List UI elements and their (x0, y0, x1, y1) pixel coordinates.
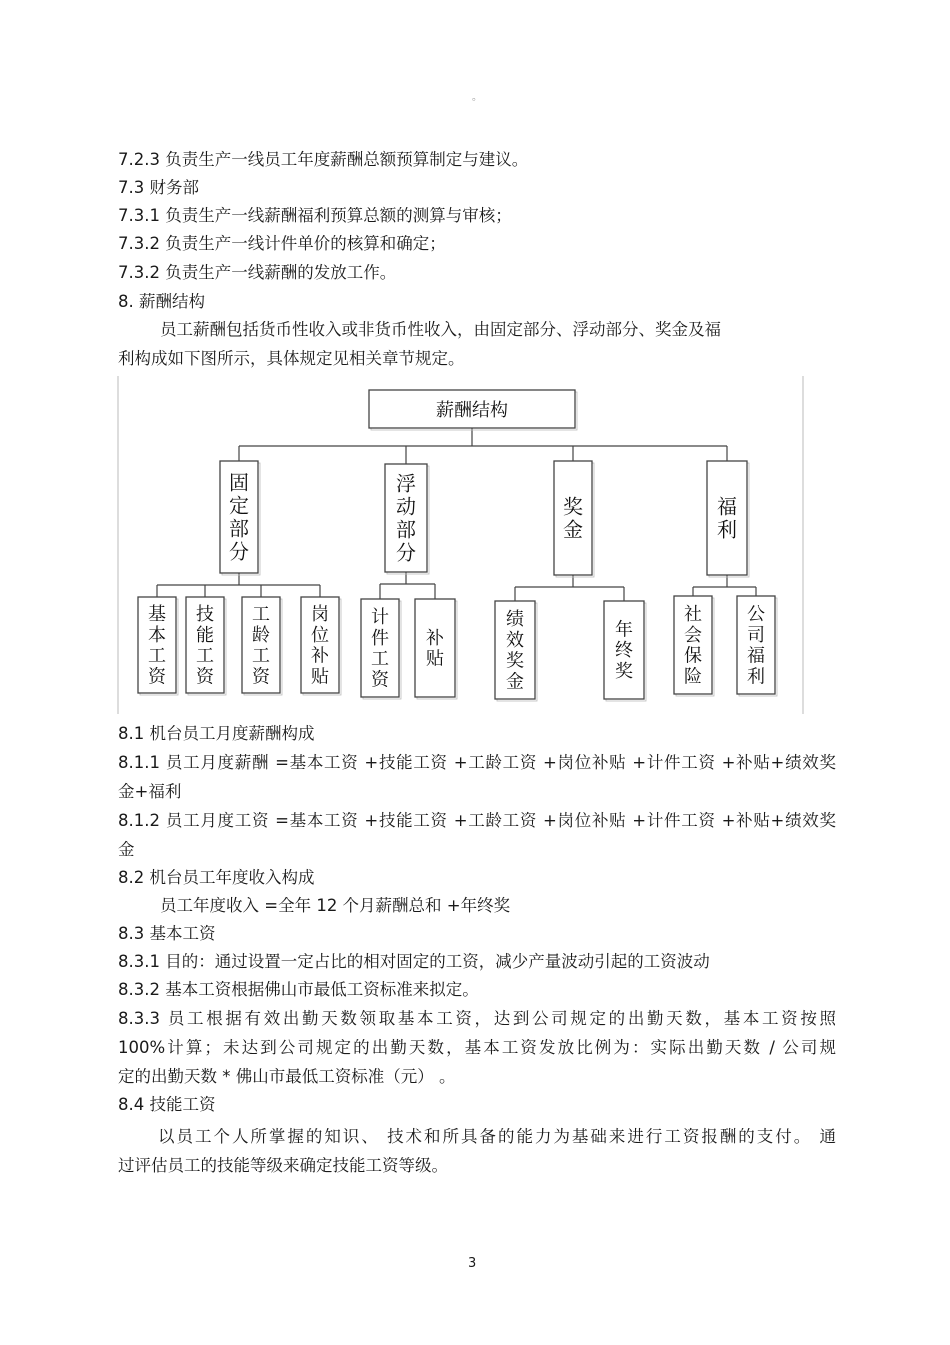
diagram-leaf-box-1-1 (415, 599, 457, 699)
diagram-char: 效 (506, 629, 524, 651)
diagram-char: 工 (148, 645, 166, 667)
para-8-line1: 员工薪酬包括货币性收入或非货币性收入，由固定部分、浮动部分、奖金及福 (160, 320, 721, 339)
line-7-2-3: 7.2.3 负责生产一线员工年度薪酬总额预算制定与建议。 (118, 150, 529, 169)
header-mark: 。 (472, 92, 482, 103)
diagram-char: 件 (371, 627, 389, 649)
diagram-char: 资 (371, 669, 389, 691)
diagram-char: 工 (252, 604, 270, 626)
diagram-leaf-box-2-0 (495, 601, 537, 701)
line-8-1-1-a: 8.1.1 员工月度薪酬 =基本工资 +技能工资 +工龄工资 +岗位补贴 +计件工资 +补贴+绩效奖 (118, 753, 836, 772)
para-8-4-line1: 以员工个人所掌握的知识、 技术和所具备的能力为基础来进行工资报酬的支付。 通 (158, 1127, 836, 1146)
diagram-char: 部 (229, 516, 249, 541)
diagram-char: 险 (684, 666, 702, 688)
line-7-3-2-b: 7.3.2 负责生产一线薪酬的发放工作。 (118, 263, 397, 282)
diagram-leaf-box-0-0 (138, 597, 178, 695)
diagram-char: 工 (252, 645, 270, 667)
diagram-char: 奖 (563, 494, 583, 519)
diagram-char: 岗 (311, 604, 329, 626)
diagram-char: 资 (148, 666, 166, 688)
diagram-leaf-box-0-2 (242, 597, 282, 695)
diagram-char: 资 (196, 666, 214, 688)
line-8-3-1: 8.3.1 目的：通过设置一定占比的相对固定的工资，减少产量波动引起的工资波动 (118, 952, 710, 971)
diagram-leaf-box-0-1 (186, 597, 226, 695)
diagram-root-label: 薪酬结构 (436, 400, 508, 421)
page-number: 3 (468, 1256, 477, 1271)
line-8-1-2-b: 金 (118, 840, 135, 859)
diagram-leaf-box-2-1 (604, 601, 646, 701)
para-8-4-line2: 过评估员工的技能等级来确定技能工资等级。 (118, 1156, 448, 1175)
heading-8-4: 8.4 技能工资 (118, 1095, 216, 1114)
line-8-3-3-b: 100%计算；未达到公司规定的出勤天数，基本工资发放比例为：实际出勤天数 / 公司规 (118, 1038, 836, 1057)
diagram-char: 年 (615, 619, 633, 641)
line-8-3-3-c: 定的出勤天数 * 佛山市最低工资标准（元） 。 (118, 1067, 456, 1086)
diagram-char: 贴 (426, 648, 444, 670)
diagram-char: 工 (371, 648, 389, 670)
diagram-char: 动 (396, 494, 416, 519)
para-8-2: 员工年度收入 =全年 12 个月薪酬总和 +年终奖 (160, 896, 511, 915)
diagram-char: 本 (148, 624, 166, 646)
diagram-char: 龄 (252, 624, 270, 646)
diagram-char: 计 (371, 607, 389, 629)
diagram-char: 司 (747, 624, 765, 646)
diagram-char: 金 (563, 517, 583, 542)
diagram-char: 补 (426, 627, 444, 649)
line-8-3-2: 8.3.2 基本工资根据佛山市最低工资标准来拟定。 (118, 980, 479, 999)
diagram-char: 补 (311, 645, 329, 667)
diagram-char: 贴 (311, 666, 329, 688)
line-8-1-2-a: 8.1.2 员工月度工资 =基本工资 +技能工资 +工龄工资 +岗位补贴 +计件工资 +补贴+绩效奖 (118, 811, 836, 830)
diagram-char: 福 (717, 494, 737, 519)
heading-8: 8. 薪酬结构 (118, 292, 205, 311)
diagram-char: 利 (717, 517, 737, 542)
line-7-3-2-a: 7.3.2 负责生产一线计件单价的核算和确定； (118, 234, 446, 253)
line-8-1-1-b: 金+福利 (118, 782, 182, 801)
diagram-char: 奖 (506, 650, 524, 672)
diagram-group-box-1 (385, 464, 429, 574)
diagram-char: 终 (615, 640, 633, 662)
diagram-leaf-box-1-0 (361, 599, 401, 699)
diagram-char: 基 (148, 604, 166, 626)
diagram-char: 会 (684, 624, 702, 646)
diagram-char: 绩 (506, 609, 524, 631)
diagram-char: 浮 (396, 471, 416, 496)
diagram-char: 利 (747, 666, 765, 688)
diagram-char: 工 (196, 645, 214, 667)
diagram-group-box-0 (220, 461, 260, 575)
line-8-3-3-a: 8.3.3 员工根据有效出勤天数领取基本工资，达到公司规定的出勤天数，基本工资按照 (118, 1009, 836, 1028)
para-8-line2: 利构成如下图所示，具体规定见相关章节规定。 (118, 349, 465, 368)
diagram-char: 公 (747, 604, 765, 626)
diagram-char: 保 (684, 645, 702, 667)
diagram-group-box-3 (707, 461, 749, 577)
diagram-char: 分 (396, 540, 416, 565)
heading-8-1: 8.1 机台员工月度薪酬构成 (118, 724, 315, 743)
diagram-char: 资 (252, 666, 270, 688)
heading-8-2: 8.2 机台员工年度收入构成 (118, 868, 315, 887)
diagram-char: 部 (396, 517, 416, 542)
diagram-char: 福 (747, 645, 765, 667)
diagram-root-box (369, 390, 577, 430)
heading-8-3: 8.3 基本工资 (118, 924, 216, 943)
diagram-char: 金 (506, 671, 524, 693)
diagram-char: 分 (229, 539, 249, 564)
diagram-leaf-box-0-3 (301, 597, 341, 695)
diagram-char: 社 (684, 604, 702, 626)
diagram-char: 位 (311, 624, 329, 646)
diagram-char: 奖 (615, 660, 633, 682)
line-7-3-1: 7.3.1 负责生产一线薪酬福利预算总额的测算与审核； (118, 206, 512, 225)
diagram-leaf-box-3-1 (737, 596, 777, 696)
diagram-char: 技 (196, 604, 214, 626)
diagram-char: 固 (229, 470, 249, 495)
line-7-3: 7.3 财务部 (118, 178, 199, 197)
diagram-char: 定 (229, 493, 249, 518)
diagram-char: 能 (196, 624, 214, 646)
diagram-leaf-box-3-0 (674, 596, 714, 696)
salary-structure-diagram (117, 376, 805, 716)
diagram-group-box-2 (554, 461, 594, 577)
